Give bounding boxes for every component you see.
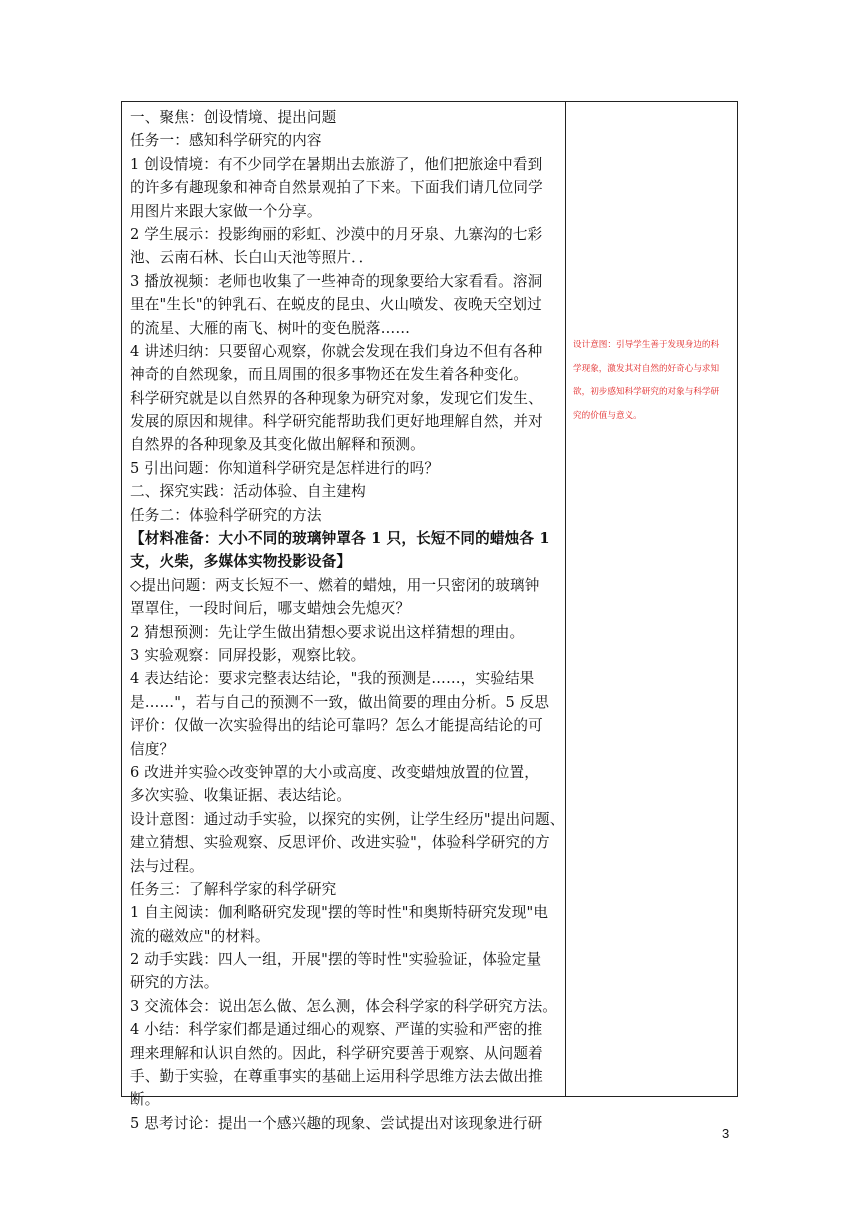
design-intent-column	[573, 334, 733, 428]
text-line: 2 猜想预测：先让学生做出猜想◇要求说出这样猜想的理由。	[130, 623, 525, 641]
text-line: 4 讲述归纳：只要留心观察，你就会发现在我们身边不但有各种	[130, 342, 543, 360]
design-intent-line: 欲，初步感知科学研究的对象与科学研	[573, 387, 720, 397]
text-line: 任务二：体验科学研究的方法	[130, 506, 322, 524]
text-line: 5 引出问题：你知道科学研究是怎样进行的吗？	[130, 459, 440, 477]
text-line: 4 表达结论：要求完整表达结论，"我的预测是……，实验结果	[130, 670, 535, 688]
text-line: 【材料准备：大小不同的玻璃钟罩各 1 只，长短不同的蜡烛各 1	[130, 530, 550, 548]
text-line: 理来理解和认识自然的。因此，科学研究要善于观察、从问题着	[130, 1044, 543, 1062]
text-line: 6 改进并实验◇改变钟罩的大小或高度、改变蜡烛放置的位置，	[130, 763, 539, 781]
text-line: 法与过程。	[130, 857, 204, 875]
text-line: 研究的方法。	[130, 974, 219, 992]
text-line: 罩罩住，一段时间后，哪支蜡烛会先熄灭？	[130, 600, 411, 618]
lesson-table	[121, 101, 738, 1132]
text-line: 发展的原因和规律。科学研究能帮助我们更好地理解自然，并对	[130, 413, 543, 431]
teaching-process-column	[130, 106, 565, 1135]
text-line: 二、探究实践：活动体验、自主建构	[130, 483, 366, 501]
text-line: 设计意图：通过动手实验，以探究的实例，让学生经历"提出问题、	[130, 810, 565, 828]
text-line: ◇提出问题：两支长短不一、燃着的蜡烛，用一只密闭的玻璃钟	[130, 576, 540, 594]
text-line: 2 动手实践：四人一组，开展"摆的等时性"实验验证，体验定量	[130, 951, 542, 969]
text-line: 3 播放视频：老师也收集了一些神奇的现象要给大家看看。溶洞	[130, 272, 543, 290]
text-line: 多次实验、收集证据、表达结论。	[130, 787, 352, 805]
text-line: 断。	[130, 1091, 160, 1109]
text-line: 信度？	[130, 740, 175, 758]
text-line: 5 思考讨论：提出一个感兴趣的现象、尝试提出对该现象进行研	[130, 1114, 543, 1132]
text-line: 自然界的各种现象及其变化做出解释和预测。	[130, 436, 425, 454]
text-line: 科学研究就是以自然界的各种现象为研究对象，发现它们发生、	[130, 389, 543, 407]
text-line: 手、勤于实验，在尊重事实的基础上运用科学思维方法去做出推	[130, 1068, 543, 1086]
text-line: 里在"生长"的钟乳石、在蜕皮的昆虫、火山喷发、夜晚天空划过	[130, 296, 542, 314]
text-line: 2 学生展示：投影绚丽的彩虹、沙漠中的月牙泉、九寨沟的七彩	[130, 225, 543, 243]
text-line: 用图片来跟大家做一个分享。	[130, 202, 322, 220]
text-line: 3 实验观察：同屏投影，观察比较。	[130, 646, 366, 664]
design-intent-line: 究的价值与意义。	[573, 410, 642, 421]
text-line: 是……"，若与自己的预测不一致，做出简要的理由分析。5 反思	[130, 693, 550, 711]
text-line: 神奇的自然现象，而且周围的很多事物还在发生着各种变化。	[130, 366, 529, 384]
text-line: 1 创设情境：有不少同学在暑期出去旅游了，他们把旅途中看到	[130, 155, 543, 173]
column-divider	[565, 102, 566, 1096]
page-number: 3	[722, 1126, 730, 1141]
text-line: 的许多有趣现象和神奇自然景观拍了下来。下面我们请几位同学	[130, 179, 543, 197]
text-line: 任务一：感知科学研究的内容	[130, 132, 322, 150]
text-line: 评价：仅做一次实验得出的结论可靠吗？怎么才能提高结论的可	[130, 717, 543, 735]
text-line: 支，火柴，多媒体实物投影设备】	[130, 553, 352, 571]
text-line: 一、聚焦：创设情境、提出问题	[130, 109, 337, 126]
text-line: 1 自主阅读：伽利略研究发现"摆的等时性"和奥斯特研究发现"电	[130, 904, 549, 922]
design-intent-line: 设计意图：引导学生善于发现身边的科	[573, 340, 720, 350]
text-line: 4 小结：科学家们都是通过细心的观察、严谨的实验和严密的推	[130, 1021, 543, 1039]
text-line: 建立猜想、实验观察、反思评价、改进实验"，体验科学研究的方	[130, 834, 550, 852]
text-line: 池、云南石林、长白山天池等照片．．	[130, 249, 374, 267]
text-line: 3 交流体会：说出怎么做、怎么测，体会科学家的科学研究方法。	[130, 997, 558, 1015]
text-line: 的流星、大雁的南飞、树叶的变色脱落……	[130, 319, 411, 337]
text-line: 任务三：了解科学家的科学研究	[130, 880, 337, 898]
design-intent-line: 学现象，激发其对自然的好奇心与求知	[573, 363, 720, 374]
text-line: 流的磁效应"的材料。	[130, 927, 270, 945]
